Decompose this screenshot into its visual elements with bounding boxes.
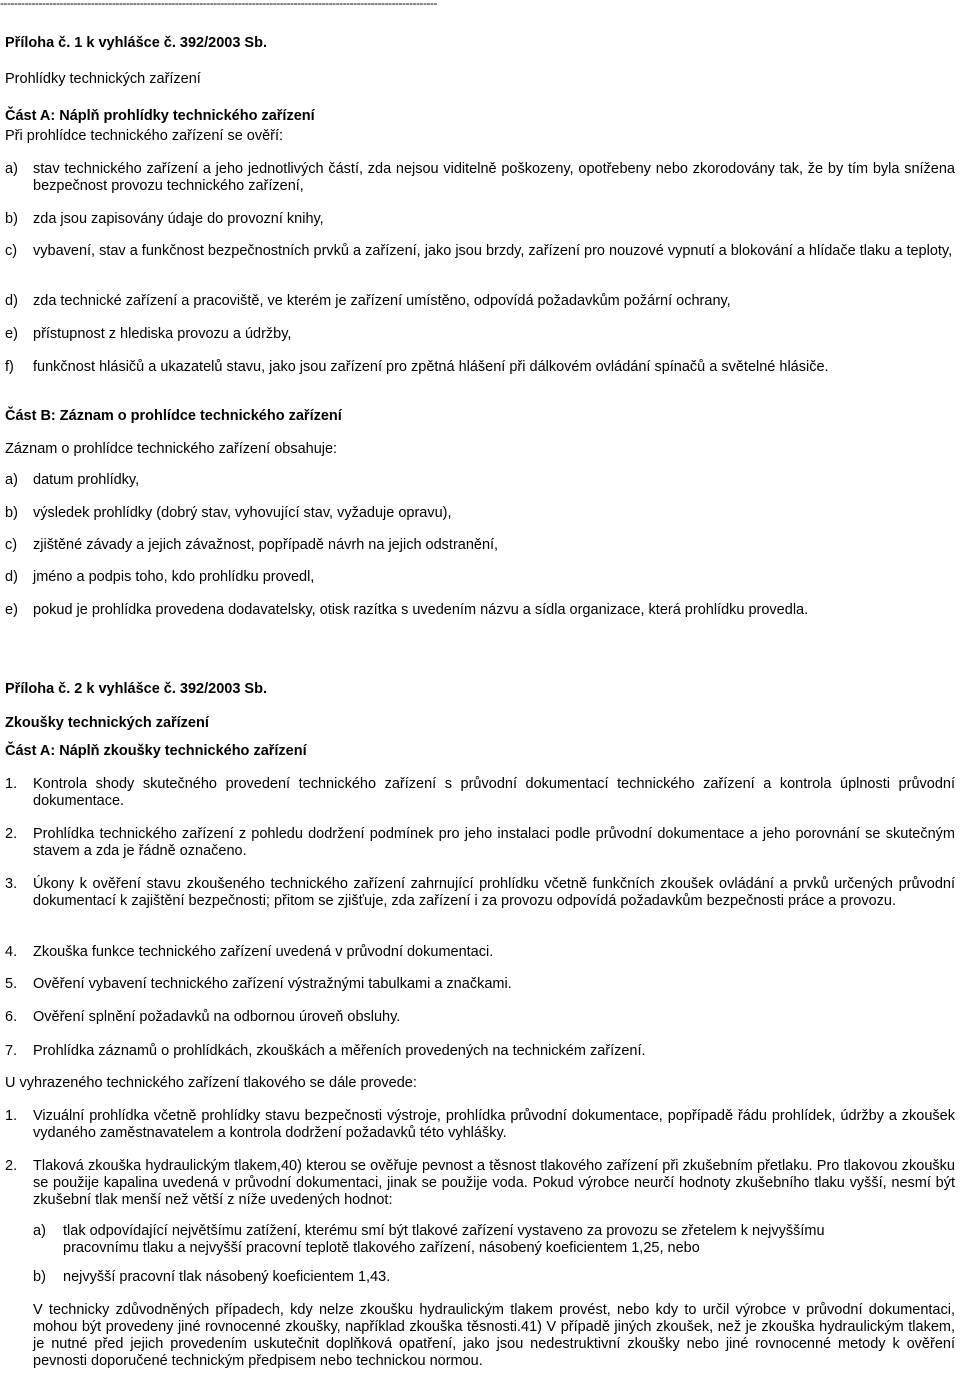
annex2-subtitle: Zkoušky technických zařízení: [5, 715, 209, 731]
list-item-label: d): [5, 293, 18, 309]
annex1-subtitle: Prohlídky technických zařízení: [5, 71, 201, 87]
list-item-label: a): [5, 472, 18, 488]
list-item-label: a): [33, 1223, 46, 1239]
list-item-label: 4.: [5, 944, 18, 960]
list-item-text: Kontrola shody skutečného provedení technického zařízení s průvodní dokumentací technického zařízení a kontrola úplnosti průvodní dokumentace.: [33, 776, 955, 809]
list-item-text: Ověření vybavení technického zařízení výstražnými tabulkami a značkami.: [33, 976, 512, 992]
list-item-text: zda technické zařízení a pracoviště, ve kterém je zařízení umístěno, odpovídá požadavkům požární ochrany,: [33, 293, 731, 309]
annex1-partA-title: Část A: Náplň prohlídky technického zařízení: [5, 108, 315, 124]
list-item-label: d): [5, 569, 18, 585]
list-item-label: b): [5, 211, 18, 227]
annex2-partA-title: Část A: Náplň zkoušky technického zařízení: [5, 743, 307, 759]
list-item-label: f): [5, 359, 14, 375]
annex1-title: Příloha č. 1 k vyhlášce č. 392/2003 Sb.: [5, 35, 267, 51]
list-item-text: datum prohlídky,: [33, 472, 140, 488]
list-item-text: funkčnost hlásičů a ukazatelů stavu, jako jsou zařízení pro zpětná hlášení při dálkovém ovládání spínačů a světelné hlásiče.: [33, 359, 829, 375]
list-item-label: 1.: [5, 776, 18, 792]
final-paragraph: V technicky zdůvodněných případech, kdy nelze zkoušku hydraulickým tlakem provést, nebo kdy to určil výrobce v průvodní dokumentaci, mohou být provedeny jiné rovnocenné zkoušky, například zkouška těsnosti.41) V případě jiných zkoušek, než je zkouška hydraulickým tlakem, je nutné před jejich provedením uskutečnit doplňková opatření, jako jsou nedestruktivní zkoušky nebo jiné rovnocenné metody k ověření pevnosti doporučené technickým předpisem nebo technickou normou.: [33, 1302, 955, 1369]
list-item-label: b): [5, 505, 18, 521]
list-item-label: 2.: [5, 826, 18, 842]
list-item-label: 7.: [5, 1043, 18, 1059]
list-item-text: pokud je prohlídka provedena dodavatelsky, otisk razítka s uvedením názvu a sídla organizace, která prohlídku provedla.: [33, 602, 809, 618]
list-item-text: nejvyšší pracovní tlak násobený koeficientem 1,43.: [63, 1269, 391, 1285]
list-item-label: e): [5, 602, 18, 618]
list-item-label: b): [33, 1269, 46, 1285]
list-item-text: Prohlídka záznamů o prohlídkách, zkouškách a měřeních provedených na technickém zařízení.: [33, 1043, 646, 1059]
list-item-text: tlak odpovídající největšímu zatížení, kterému smí být tlakové zařízení vystaveno za provozu se zřetelem k nejvyššímu pracovnímu tlaku a nejvyšší pracovní teplotě tlakového zařízení, násobený koeficientem 1,25, nebo: [63, 1223, 825, 1256]
list-item-label: e): [5, 326, 18, 342]
list-item-text: Ověření splnění požadavků na odbornou úroveň obsluhy.: [33, 1009, 401, 1025]
list-item-text: Úkony k ověření stavu zkoušeného technického zařízení zahrnující prohlídku včetně funkčních zkoušek ovládání a prvků určených průvodní dokumentací k zajištění bezpečnosti; přitom se zjišťuje, zda zařízení i za provozu odpovídá požadavkům bezpečnosti práce a provozu.: [33, 876, 955, 909]
list-item-text: výsledek prohlídky (dobrý stav, vyhovující stav, vyžaduje opravu),: [33, 505, 452, 521]
list-item-text: jméno a podpis toho, kdo prohlídku provedl,: [33, 569, 315, 585]
list-item-text: Zkouška funkce technického zařízení uvedená v průvodní dokumentaci.: [33, 944, 494, 960]
annex2-title: Příloha č. 2 k vyhlášce č. 392/2003 Sb.: [5, 681, 267, 697]
list-item-label: c): [5, 243, 18, 259]
list-item-label: 2.: [5, 1158, 18, 1174]
list-item-text: Vizuální prohlídka včetně prohlídky stavu bezpečnosti výstroje, prohlídka průvodní dokumentace, popřípadě řádu prohlídek, údržby a zkoušek vydaného zaměstnavatelem a kontrola dodržení požadavků této vyhlášky.: [33, 1108, 955, 1141]
annex1-partB-title: Část B: Záznam o prohlídce technického zařízení: [5, 408, 342, 424]
list-item-text: Prohlídka technického zařízení z pohledu dodržení podmínek pro jeho instalaci podle průvodní dokumentace a jeho porovnání se skutečným stavem a zda je řádně označeno.: [33, 826, 955, 859]
list-item-text: vybavení, stav a funkčnost bezpečnostních prvků a zařízení, jako jsou brzdy, zařízení pro nouzové vypnutí a blokování a hlídače tlaku a teploty,: [33, 243, 953, 259]
list-item-text: přístupnost z hlediska provozu a údržby,: [33, 326, 292, 342]
list-item-label: 1.: [5, 1108, 18, 1124]
list-item-label: 6.: [5, 1009, 18, 1025]
list-item-text: stav technického zařízení a jeho jednotlivých částí, zda nejsou viditelně poškozeny, opotřebeny nebo zkorodovány tak, že by tím byla snížena bezpečnost provozu technického zařízení,: [33, 161, 955, 194]
annex1-partB-intro: Záznam o prohlídce technického zařízení obsahuje:: [5, 441, 338, 457]
list-item-text: zjištěné závady a jejich závažnost, popřípadě návrh na jejich odstranění,: [33, 537, 499, 553]
list-item-text: zda jsou zapisovány údaje do provozní knihy,: [33, 211, 324, 227]
list-item-label: c): [5, 537, 18, 553]
separator-line: -----------------------------------------------------------------------------------------------------------------------------: [0, 0, 438, 10]
annex1-partA-intro: Při prohlídce technického zařízení se ověří:: [5, 128, 284, 144]
list-item-label: 5.: [5, 976, 18, 992]
list-item-label: a): [5, 161, 18, 177]
pressure-intro: U vyhrazeného technického zařízení tlakového se dále provede:: [5, 1075, 417, 1091]
list-item-label: 3.: [5, 876, 18, 892]
list-item-text: Tlaková zkouška hydraulickým tlakem,40) kterou se ověřuje pevnost a těsnost tlakového zařízení při zkušebním přetlaku. Pro tlakovou zkoušku se použije kapalina uvedená v průvodní dokumentaci, jinak se použije voda. Pokud výrobce neurčí hodnoty zkušebního tlaku vyšší, nesmí být zkušební tlak menší než větší z níže uvedených hodnot:: [33, 1158, 955, 1208]
